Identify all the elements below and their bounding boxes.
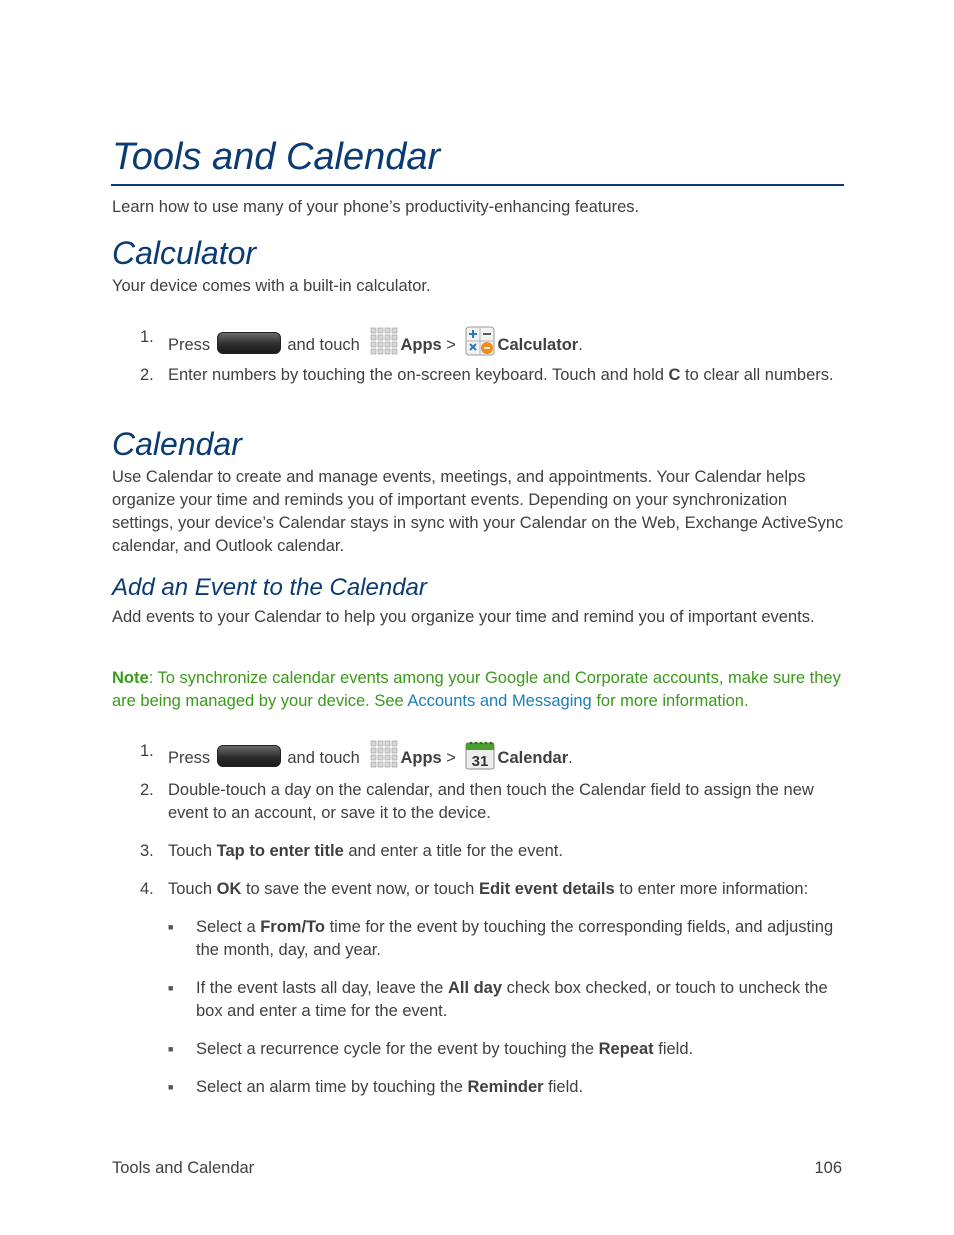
step-separator: > <box>446 749 456 767</box>
accounts-and-messaging-link[interactable]: Accounts and Messaging <box>407 692 592 710</box>
bullet-text: If the event lasts all day, leave the <box>196 979 448 997</box>
tap-to-enter-title-label: Tap to enter title <box>216 842 344 860</box>
bullet-text: check box checked, or touch to uncheck the box and enter a time for the event. <box>196 979 828 1020</box>
calendar-heading: Calendar <box>112 426 242 462</box>
all-day-label: All day <box>447 979 503 997</box>
calendar-step-1 <box>140 740 845 770</box>
calculator-step-2 <box>140 364 845 387</box>
step-text: and enter a title for the event. <box>343 842 563 860</box>
bullet-text: Select a <box>196 918 261 936</box>
step-number: 1. <box>140 742 154 760</box>
note-text: for more information. <box>591 692 749 710</box>
footer-section-title: Tools and Calendar <box>112 1159 255 1177</box>
bullet-text: time for the event by touching the corresponding fields, and adjusting the month, day, and year. <box>196 918 834 959</box>
calendar-step-2 <box>140 779 845 825</box>
square-bullet-icon: ■ <box>168 1044 174 1054</box>
step-text: Enter numbers by touching the on-screen keyboard. Touch and hold <box>168 366 669 384</box>
calculator-label: Calculator <box>497 336 579 354</box>
chapter-title: Tools and Calendar <box>112 136 441 178</box>
square-bullet-icon: ■ <box>168 1082 174 1092</box>
step-number: 4. <box>140 880 154 898</box>
bullet-item <box>168 1038 843 1061</box>
bullet-item <box>168 977 843 1023</box>
calendar-step-4 <box>140 878 845 901</box>
step-text: to clear all numbers. <box>680 366 834 384</box>
step-text: Press <box>168 336 211 354</box>
step-text: to save the event now, or touch <box>241 880 479 898</box>
square-bullet-icon: ■ <box>168 983 174 993</box>
step-text: . <box>578 336 583 354</box>
bullet-item <box>168 916 843 962</box>
reminder-label: Reminder <box>467 1078 544 1096</box>
ok-label: OK <box>216 880 242 898</box>
bullet-text: field. <box>653 1040 694 1058</box>
calculator-heading: Calculator <box>112 235 257 271</box>
calendar-icon <box>465 740 495 770</box>
calculator-intro: Your device comes with a built-in calculator. <box>112 277 431 295</box>
home-key-icon <box>217 745 281 767</box>
step-text: Press <box>168 749 211 767</box>
key-c: C <box>668 366 681 384</box>
sync-note <box>112 667 847 713</box>
square-bullet-icon: ■ <box>168 922 174 932</box>
home-key-icon <box>217 332 281 354</box>
step-text: and touch <box>287 336 360 354</box>
step-text: Touch <box>168 842 217 860</box>
chapter-intro: Learn how to use many of your phone’s productivity-enhancing features. <box>112 198 640 216</box>
step-number: 2. <box>140 781 154 799</box>
step-number: 1. <box>140 328 154 346</box>
title-rule <box>111 184 844 186</box>
calendar-intro: Use Calendar to create and manage events, meetings, and appointments. Your Calendar helps organize your time and reminds you of important events. Depending on your synchronization settings, your device’s Calendar stays in sync with your Calendar on the Web, Exchange ActiveSync calendar, and Outlook calendar. <box>112 468 844 555</box>
step-text: Double-touch a day on the calendar, and then touch the Calendar field to assign the new event to an account, or save it to the device. <box>168 781 814 822</box>
bullet-item <box>168 1076 843 1099</box>
step-text: Touch <box>168 880 217 898</box>
apps-label: Apps <box>400 336 442 354</box>
apps-grid-icon <box>370 740 398 768</box>
footer-page-number: 106 <box>814 1159 842 1177</box>
calendar-label: Calendar <box>497 749 569 767</box>
note-text: : To synchronize calendar events among your Google and Corporate accounts, make sure they are being managed by your device. See <box>112 669 841 710</box>
calendar-step-3 <box>140 840 845 863</box>
apps-grid-icon <box>370 327 398 355</box>
calculator-icon <box>465 326 495 356</box>
add-event-heading: Add an Event to the Calendar <box>112 574 427 601</box>
add-event-intro: Add events to your Calendar to help you organize your time and remind you of important events. <box>112 608 815 626</box>
bullet-text: Select a recurrence cycle for the event by touching the <box>196 1040 599 1058</box>
calendar-icon-number: 31 <box>471 753 488 770</box>
step-text: to enter more information: <box>614 880 809 898</box>
from-to-label: From/To <box>260 918 325 936</box>
bullet-text: Select an alarm time by touching the <box>196 1078 468 1096</box>
step-text: and touch <box>287 749 360 767</box>
step-separator: > <box>446 336 456 354</box>
edit-event-details-label: Edit event details <box>478 880 615 898</box>
apps-label: Apps <box>400 749 442 767</box>
step-text: . <box>568 749 573 767</box>
note-label: Note <box>112 669 149 687</box>
calculator-step-1 <box>140 326 845 357</box>
bullet-text: field. <box>543 1078 584 1096</box>
step-number: 2. <box>140 366 154 384</box>
repeat-label: Repeat <box>598 1040 654 1058</box>
step-number: 3. <box>140 842 154 860</box>
